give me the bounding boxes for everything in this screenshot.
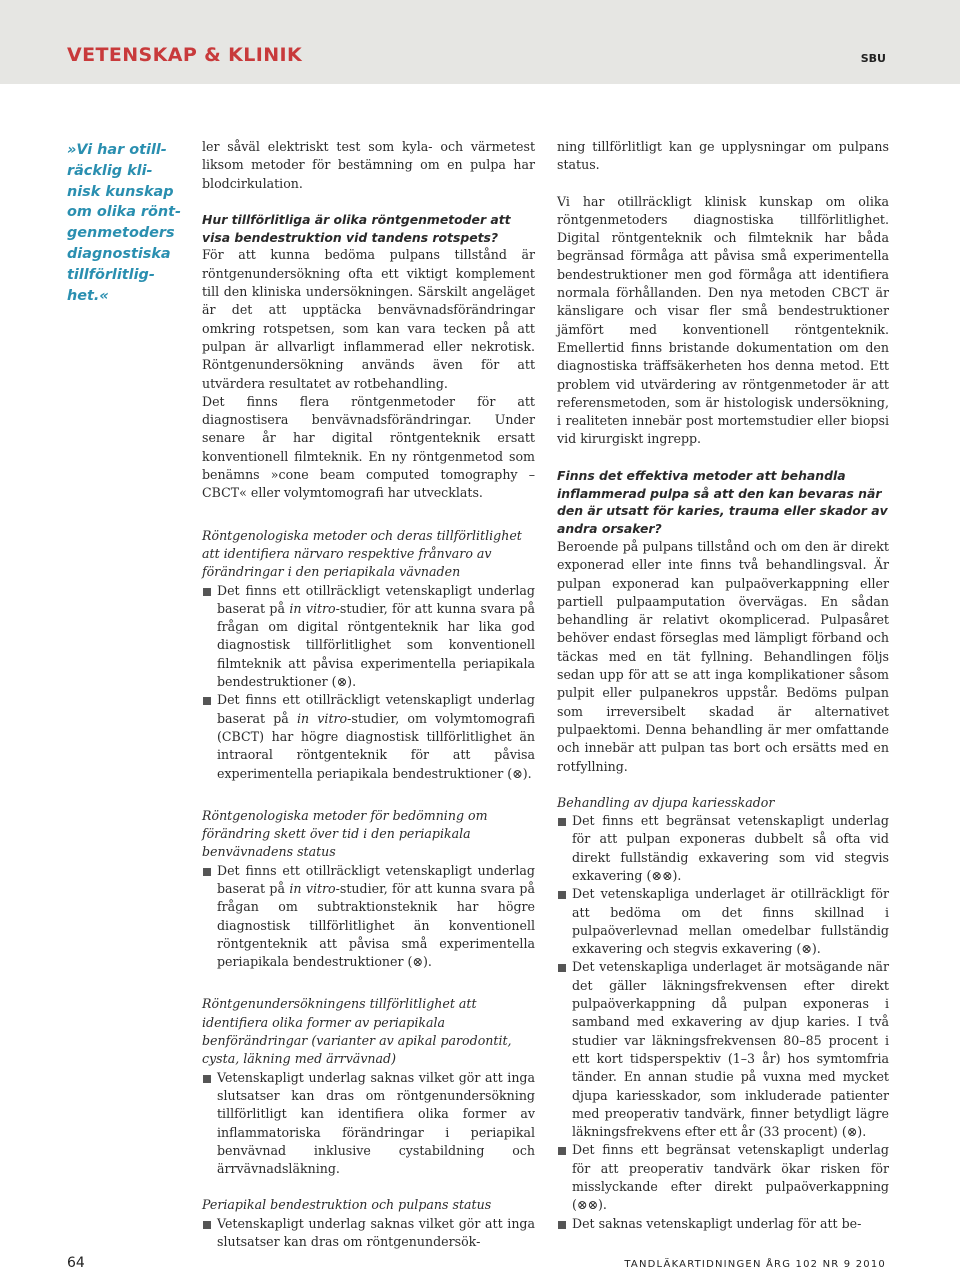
question-heading: Hur tillförlitliga är olika röntgenmetoder att visa bendestruktion vid tandens rotspets? <box>202 211 511 245</box>
subheading: Röntgenologiska metoder för bedömning om förändring skett över tid i den periapikala benvävnadens status <box>202 807 488 860</box>
pull-quote-line: tillförlitlig- <box>67 266 155 283</box>
source-label: SBU <box>860 52 886 65</box>
right-column <box>557 138 889 1233</box>
paragraph: Vi har otillräckligt klinisk kunskap om olika röntgenmetoders diagnostiska tillförlitlighet. Digital röntgenteknik och filmteknik har båda begränsad förmåga att påvisa små experimentella bendestruktioner men god förmåga att identifiera normala förhållanden. Den nya metoden CBCT är känsligare och visar fler små bendestruktioner jämfört med konventionell röntgenteknik. Emellertid finns bristande dokumentation om den diagnostiska träffsäkerheten hos denna metod. Ett problem vid utvärdering av röntgenmetoder är att referensmetoden, som är histologisk undersökning, i realiteten innebär post mortemstudier eller biopsi vid kirurgiskt ingrepp. <box>557 193 889 447</box>
pull-quote-line: nisk kunskap <box>67 183 174 200</box>
header-band <box>0 0 960 84</box>
journal-footer: TANDLÄKARTIDNINGEN ÅRG 102 NR 9 2010 <box>624 1259 886 1270</box>
bullet-item: Vetenskapligt underlag saknas vilket gör att inga slutsatser kan dras om röntgenundersökning tillförlitligt kan identifiera olika former av inflammatoriska förändringar i periapikal benvävnad inklusive cystabildning och ärrvävnadsläkning. <box>202 1069 535 1179</box>
pull-quote-line: räcklig kli- <box>67 162 153 179</box>
subheading: Behandling av djupa kariesskador <box>557 794 775 810</box>
bullet-item: Det finns ett otillräckligt vetenskapligt underlag baserat på in vitro-studier, för att kunna svara på frågan om digital röntgenteknik har lika god diagnostisk tillförlitlighet som konventionell filmteknik att påvisa experimentella periapikala bendestruktioner (⊗). <box>202 582 535 692</box>
bullet-item: Det vetenskapliga underlaget är motsägande när det gäller läkningsfrekvensen efter direkt pulpaöverkappning då pulpan exponeras i samband med exkavering av djup karies. I två studier var läkningsfrekvensen 80–85 procent i ett kort tidsperspektiv (1–3 år) hos symtomfria tänder. En annan studie på vuxna med mycket djupa kariesskador, som inkluderade patienter med preoperativ tandvärk, finner betydligt lägre läkningsfrekvens efter ett år (33 procent) (⊗). <box>557 958 889 1141</box>
bullet-item: Vetenskapligt underlag saknas vilket gör att inga slutsatser kan dras om röntgenundersök- <box>202 1215 535 1252</box>
subheading: Periapikal bendestruktion och pulpans status <box>202 1197 492 1213</box>
pull-quote-line: het.« <box>67 287 109 304</box>
bullet-item: Det vetenskapliga underlaget är otillräckligt för att bedöma om det finns skillnad i pulpaöverlevnad mellan omedelbar fullständig exkavering och stegvis exkavering (⊗). <box>557 885 889 958</box>
pull-quote-line: »Vi har otill- <box>67 142 167 158</box>
pull-quote-line: genmetoders <box>67 225 175 242</box>
page-number: 64 <box>67 1255 85 1271</box>
middle-column <box>202 138 535 1251</box>
paragraph: ning tillförlitligt kan ge upplysningar om pulpans status. <box>557 139 889 173</box>
paragraph: Det finns flera röntgenmetoder för att diagnostisera benvävnadsförändringar. Under senare år har digital röntgenteknik ersatt konventionell filmteknik. En ny röntgenmetod som benämns »cone beam computed tomography – CBCT« eller volymtomografi har utvecklats. <box>202 393 535 501</box>
paragraph: För att kunna bedöma pulpans tillstånd är röntgenundersökning ofta ett viktigt komplement till den kliniska undersökningen. Särskilt angeläget är det att upptäcka benvävnadsförändringar omkring rotspetsen, som kan vara tecken på att pulpan är allvarligt inflammerad eller nekrotisk. Röntgenundersökning används även för att utvärdera resultatet av rotbehandling. <box>202 247 535 391</box>
subheading: Röntgenologiska metoder och deras tillförlitlighet att identifiera närvaro respektive frånvaro av förändringar i den periapikala vävnaden <box>202 527 522 580</box>
paragraph: Beroende på pulpans tillstånd och om den är direkt exponerad eller inte finns två behandlingsval. Är pulpan exponerad kan pulpaöverkappning eller partiell pulpaamputation övervägas. En sådan behandling är relativt okomplicerad. Pulpasåret behöver endast förseglas med lämpligt förband och täckas med en tät fyllning. Behandlingen följs sedan upp för att se att inga komplikationer såsom pulpit eller pulpanekros uppstår. Bedöms pulpan som irreversibelt skadad är alternativet pulpaektomi. Denna behandling är mer omfattande och innebär att pulpan tas bort och ersätts med en rotfyllning. <box>557 538 889 774</box>
bullet-item: Det finns ett begränsat vetenskapligt underlag för att pulpan exponeras dubbelt så ofta vid direkt fullständig exkavering som vid stegvis exkavering (⊗⊗). <box>557 812 889 885</box>
pull-quote-line: diagnostiska <box>67 245 171 262</box>
question-heading: Finns det effektiva metoder att behandla inflammerad pulpa så att den kan bevaras när den är utsatt för karies, trauma eller skador av andra orsaker? <box>557 467 888 537</box>
pull-quote-line: om olika rönt- <box>67 204 182 221</box>
bullet-item: Det finns ett begränsat vetenskapligt underlag för att preoperativ tandvärk ökar risken för misslyckande efter direkt pulpaöverkappning (⊗⊗). <box>557 1141 889 1214</box>
paragraph: ler såväl elektriskt test som kyla- och värmetest liksom metoder för bestämning om en pulpa har blodcirkulation. <box>202 139 535 191</box>
pull-quote <box>67 140 185 306</box>
section-title: VETENSKAP & KLINIK <box>67 44 303 66</box>
subheading: Röntgenundersökningens tillförlitlighet att identifiera olika former av periapikala benförändringar (varianter av apikal parodontit, cysta, läkning med ärrvävnad) <box>202 996 512 1067</box>
bullet-item: Det finns ett otillräckligt vetenskapligt underlag baserat på in vitro-studier, för att kunna svara på frågan om subtraktionsteknik har högre diagnostisk tillförlitlighet än konventionell röntgenteknik att påvisa små experimentella periapikala bendestruktioner (⊗). <box>202 862 535 972</box>
bullet-item: Det finns ett otillräckligt vetenskapligt underlag baserat på in vitro-studier, om volymtomografi (CBCT) har högre diagnostisk tillförlitlighet än intraoral röntgenteknik för att påvisa experimentella periapikala bendestruktioner (⊗). <box>202 691 535 782</box>
bullet-item: Det saknas vetenskapligt underlag för att be- <box>557 1215 889 1233</box>
